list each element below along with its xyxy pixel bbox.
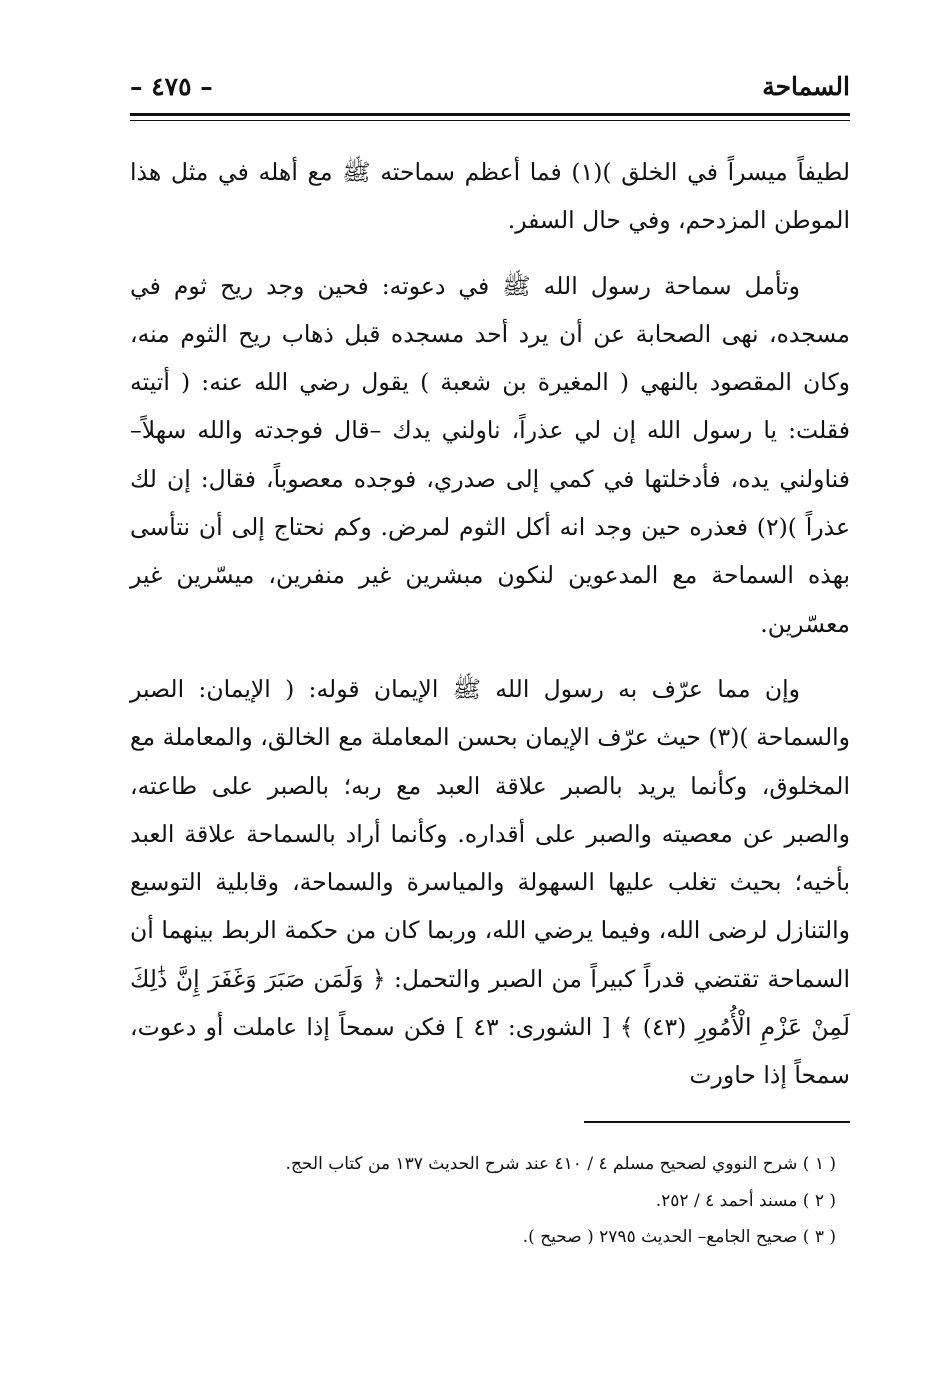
main-text [130,148,850,1100]
footnote-separator [584,1121,850,1123]
paragraph-2: وتأمل سماحة رسول الله ﷺ في دعوته: فحين وجد ريح ثوم في مسجده، نهى الصحابة عن أن يرد أحد مسجده قبل ذهاب ريح الثوم منه، وكان المقصود بالنهي ( المغيرة بن شعبة ) يقول رضي الله عنه: ( أتيته فقلت: يا رسول الله إن لي عذراً، ناولني يدك –قال فوجدته والله سهلاً– فناولني يده، فأدخلتها في كمي إلى صدري، فوجده معصوباً، فقال: إن لك عذراً )(٢) فعذره حين وجد انه أكل الثوم لمرض. وكم نحتاج إلى أن نتأسى بهذه السماحة مع المدعوين لنكون مبشرين غير منفرين، ميسّرين غير معسّرين. [130,271,851,638]
footnote-3: ( ٣ ) صحيح الجامع– الحديث ٢٧٩٥ ( صحيح ). [522,1227,836,1247]
paragraph-1: لطيفاً ميسراً في الخلق )(١) فما أعظم سماحته ﷺ مع أهله في مثل هذا الموطن المزدحم، وفي حال السفر. [130,158,850,235]
footnotes [130,1146,836,1256]
footnote-2: ( ٢ ) مسند أحمد ٤ / ٢٥٢. [655,1190,836,1211]
footnote-1: ( ١ ) شرح النووي لصحيح مسلم ٤ / ٤١٠ عند شرح الحديث ١٣٧ من كتاب الحج. [285,1154,836,1174]
header-rule-thick [130,113,850,116]
paragraph-3: وإن مما عرّف به رسول الله ﷺ الإيمان قوله: ( الإيمان: الصبر والسماحة )(٣) حيث عرّف الإيمان بحسن المعاملة مع الخالق، والمعاملة مع المخلوق، وكأنما يريد بالصبر علاقة العبد مع ربه؛ بالصبر على طاعته، والصبر عن معصيته والصبر على أقداره. وكأنما أراد بالسماحة علاقة العبد بأخيه؛ بحيث تغلب عليها السهولة والمياسرة والسماحة، وقابلية التوسيع والتنازل لرضى الله، وفيما يرضي الله، وربما كان من حكمة الربط بينهما أن السماحة تقتضي قدراً كبيراً من الصبر والتحمل: ﴿ وَلَمَن صَبَرَ وَغَفَرَ إِنَّ ذَٰلِكَ لَمِنْ عَزْمِ الْأُمُورِ (٤٣) ﴾ [ الشورى: ٤٣ ] فكن سمحاً إذا عاملت أو دعوت، سمحاً إذا حاورت [130,674,850,1090]
page-header [130,72,850,112]
header-rule-thin [130,120,850,121]
running-title: السماحة [762,72,850,101]
page-number: – ٤٧٥ – [130,72,213,101]
